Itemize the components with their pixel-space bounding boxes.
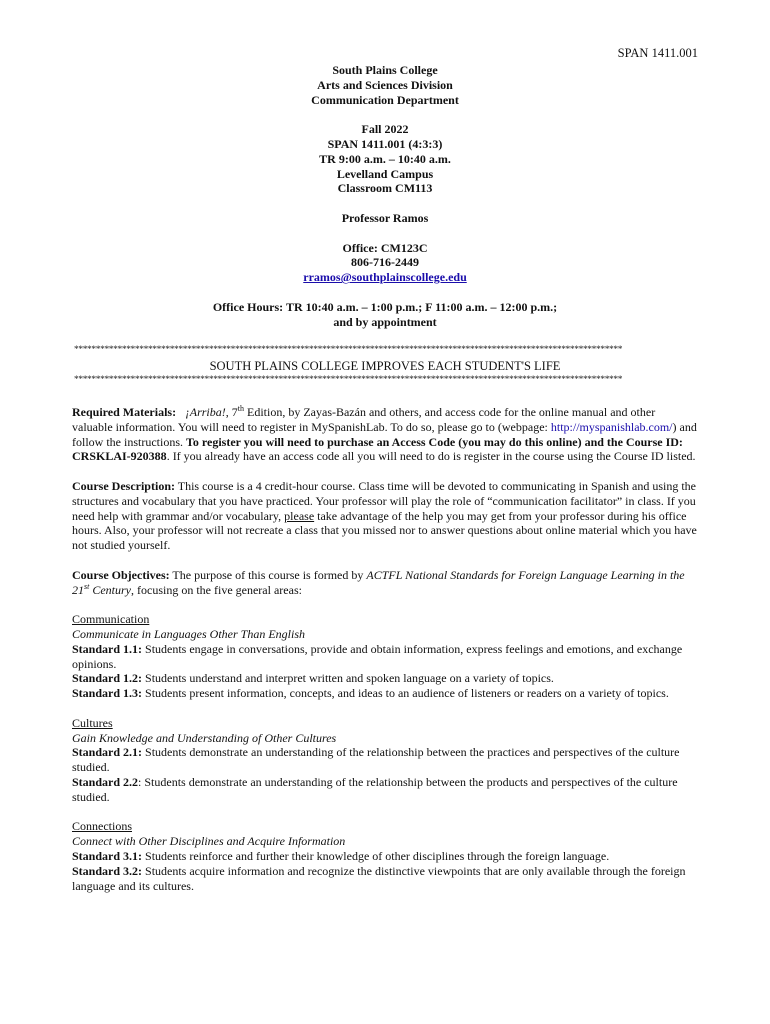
- materials-label: Required Materials:: [72, 405, 177, 419]
- campus: Levelland Campus: [336, 166, 434, 181]
- required-materials: Required Materials: ¡Arriba!, 7th Edition, by Zayas-Bazán and others, and access code for the online manual and other valuable information. You will need to register in MySpanishLab. To do so, please go to (webpage: http://myspanishlab.com/) and follow the instructions. To register you will need to purchase an Access Code (you may do this online) and the Course ID: CRSKLAI-920388. If you already have an access code all you will need to do is register in the course using the Course ID listed.: [72, 404, 697, 464]
- section-subtitle: Connect with Other Disciplines and Acquire Information: [72, 834, 346, 849]
- section-communication: [72, 612, 698, 701]
- divider-stars-top: ******************************************************************************************************************************: [74, 345, 623, 355]
- divider-stars-bottom: ******************************************************************************************************************************: [74, 375, 623, 385]
- office-hours: Office Hours: TR 10:40 a.m. – 1:00 p.m.; F 11:00 a.m. – 12:00 p.m.;: [212, 299, 558, 314]
- myspanishlab-link[interactable]: http://myspanishlab.com/: [550, 419, 673, 434]
- section-title: Communication: [72, 612, 150, 627]
- classroom: Classroom CM113: [337, 181, 433, 196]
- access-code-instructions: To register you will need to purchase an Access Code (you may do this online) and the Course ID: CRSKLAI-920388: [72, 434, 683, 464]
- standard-item: Standard 3.2: Students acquire information and recognize the distinctive viewpoints that are only available through the foreign language and its cultures.: [72, 863, 686, 893]
- department-name: Communication Department: [311, 92, 459, 107]
- term: Fall 2022: [361, 122, 409, 137]
- standard-item: Standard 1.3: Students present information, concepts, and ideas to an audience of listeners or readers on a variety of topics.: [72, 686, 669, 701]
- objectives-label: Course Objectives:: [72, 567, 170, 582]
- office-location: Office: CM123C: [342, 240, 428, 255]
- standard-item: Standard 3.1: Students reinforce and further their knowledge of other disciplines through the foreign language.: [72, 848, 610, 863]
- class-time: TR 9:00 a.m. – 10:40 a.m.: [319, 151, 451, 166]
- standard-item: Standard 1.1: Students engage in conversations, provide and obtain information, express feelings and emotions, and exchange opinions.: [72, 641, 683, 671]
- standard-item: Standard 1.2: Students understand and interpret written and spoken language on a variety of topics.: [72, 671, 554, 686]
- section-cultures: [72, 716, 698, 805]
- phone-number: 806-716-2449: [351, 255, 419, 270]
- college-tagline: SOUTH PLAINS COLLEGE IMPROVES EACH STUDENT'S LIFE: [209, 359, 561, 373]
- section-title: Connections: [72, 819, 132, 834]
- professor-name: Professor Ramos: [341, 210, 429, 225]
- appointment-note: and by appointment: [333, 314, 437, 329]
- division-name: Arts and Sciences Division: [317, 77, 453, 92]
- standard-item: Standard 2.1: Students demonstrate an understanding of the relationship between the practices and perspectives of the culture studied.: [72, 745, 680, 775]
- section-subtitle: Communicate in Languages Other Than English: [72, 626, 305, 641]
- course-code: SPAN 1411.001: [617, 46, 698, 60]
- email-link[interactable]: rramos@southplainscollege.edu: [303, 270, 467, 285]
- course-header: [0, 63, 770, 329]
- course-description: Course Description: This course is a 4 credit-hour course. Class time will be devoted to communicating in Spanish and using the structures and vocabulary that you have practiced. Your professor will play the role of “communication facilitator” in class. If you need help with grammar and/or vocabulary, please take advantage of the help you may get from your professor during his office hours. Also, your professor will not recreate a class that you missed nor to answer questions about online material which you have not studied yourself.: [72, 478, 697, 553]
- college-name: South Plains College: [332, 63, 438, 77]
- section-subtitle: Gain Knowledge and Understanding of Other Cultures: [72, 730, 337, 745]
- section-connections: [72, 819, 698, 893]
- course-section: SPAN 1411.001 (4:3:3): [327, 136, 443, 151]
- standard-item: Standard 2.2: Students demonstrate an understanding of the relationship between the products and perspectives of the culture studied.: [72, 774, 678, 804]
- course-objectives: Course Objectives: The purpose of this course is formed by ACTFL National Standards for Foreign Language Learning in the 21st Century, focusing on the five general areas:: [72, 567, 685, 597]
- section-title: Cultures: [72, 715, 113, 730]
- book-title: ¡Arriba!: [185, 405, 226, 419]
- description-label: Course Description:: [72, 478, 175, 493]
- syllabus-body: [72, 405, 698, 908]
